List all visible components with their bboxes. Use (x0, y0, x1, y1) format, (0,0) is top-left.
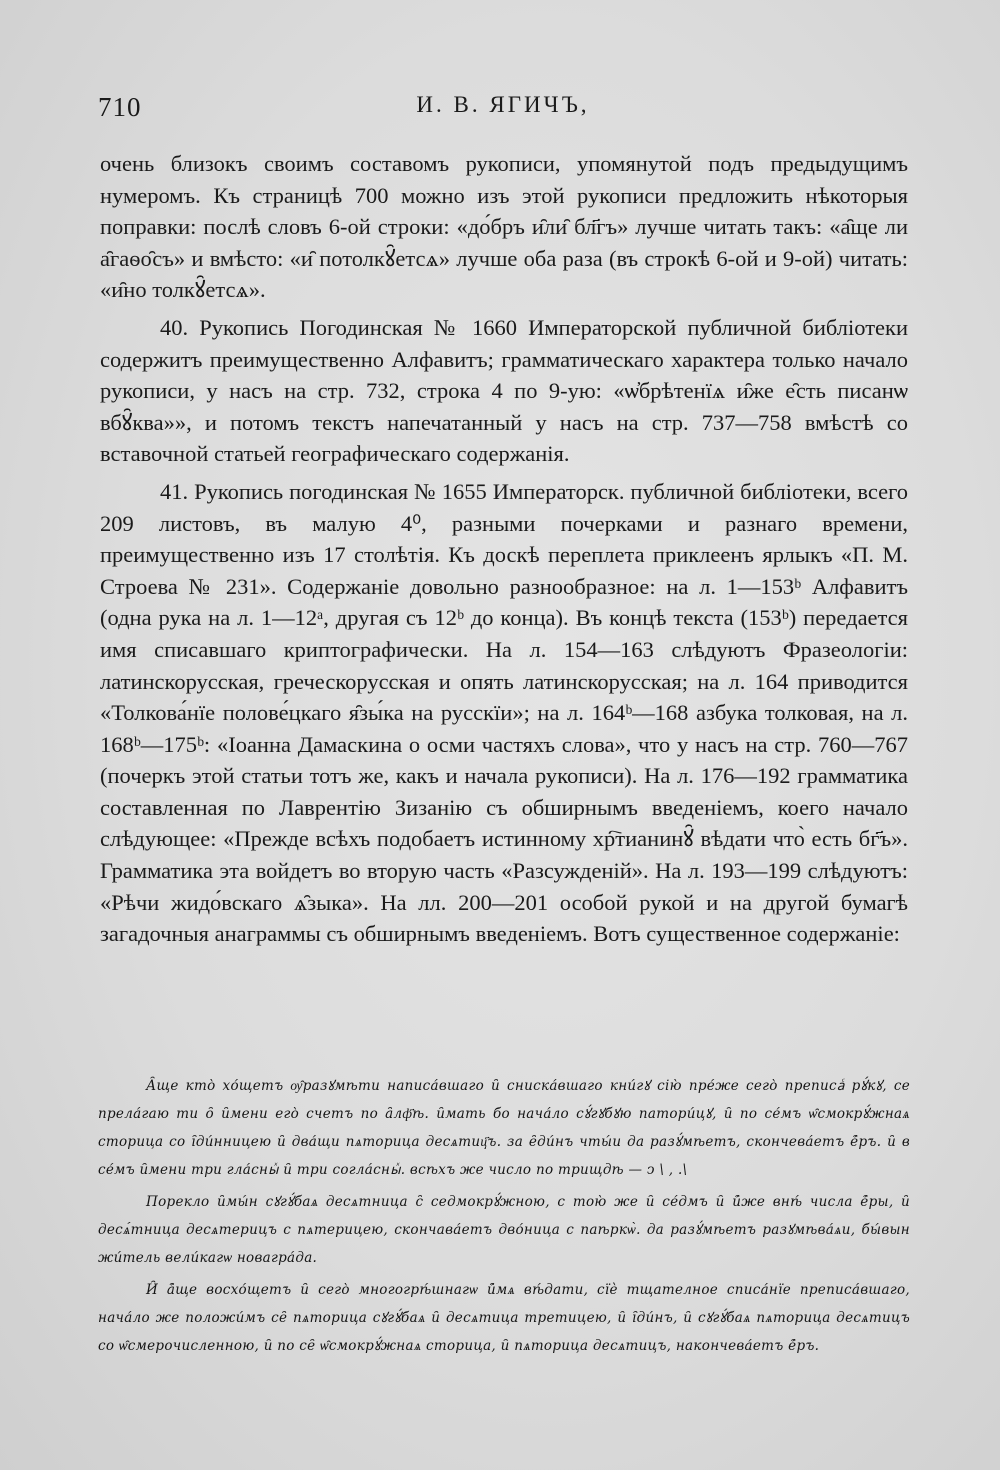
running-title: И. В. ЯГИЧЪ, (416, 92, 590, 117)
quotation-paragraph: А̑ще кто̀ хо́щетъ ѹ̑разꙋмѣти написа́вшаго и̑ сниска́вшаго кни́гꙋ сію̀ пре́же сего̀ преписаⷭ рꙋ́кꙋ, се прела́гаю ти о̑ и̑мени его̀ счетъ по а̑лф҃ѣ. и̑мать бо нача́ло сꙋ́гꙋбꙋю патори́цꙋ, и̑ по се́мъ ѡ̑смокрꙋ́жнаѧ сторица со і̑ди́нницею и̑ два́щи пѧторица десѧтиц҃ъ. за е̑ди́нъ чты́и да разꙋ́мѣетъ, скончева́етъ е̑́ръ. и̑ в се́мъ и̑мени три гла́сныⷯ и̑ три согла́сныⷯ. всѣхъ же число по трищдѣ — ͻ \ , .\ (98, 1078, 910, 1178)
quotation-paragraph: Порекло и̑мы́н сꙋгꙋ́баѧ десѧтница с̑ седмокрꙋ́жною, с тою̀ же и̑ се́дмъ и̑ и̑́же внѣ́ числа е̑́ры, и̑ десѧ́тница десѧтерицъ с пѧтерицею, скончава́етъ дво́ница с паѣркѡ̀. да разꙋ́мѣетъ разꙋмѣва́ѧи, бы́вын жи́тель вели́кагѡ новагра́да. (98, 1194, 910, 1266)
paragraph-continuation: очень близокъ своимъ составомъ рукописи, упомянутой подъ предыдущимъ нумеромъ. Къ страницѣ 700 можно изъ этой рукописи предложить нѣкоторыя поправки: послѣ словъ 6-ой строки: «до́бръ и̑ли̑ бл҃гъ» лучше читать такъ: «а̑ще ли а̑гаѳо̑съ» и вмѣсто: «и̑ потолкꙋ̑етсѧ» лучше оба раза (въ строкѣ 6-ой и 9-ой) читать: «и̑но толкꙋ̑етсѧ». (100, 151, 908, 303)
running-head (98, 92, 908, 128)
paragraph-40: 40. Рукопись Погодинская № 1660 Императорской публичной библіотеки содержитъ преимущественно Алфавитъ; грамматическаго характера только начало рукописи, у насъ на стр. 732, строка 4 по 9-ую: «ѡ҆брѣтенїѧ и̑же е̑сть писанѡ вбꙋ̑ква»», и потомъ текстъ напечатанный у насъ на стр. 737—758 вмѣстѣ со вставочной статьей географическаго содержанія. (100, 314, 908, 467)
paragraph-41: 41. Рукопись погодинская № 1655 Императорск. публичной библіотеки, всего 209 листовъ, въ малую 4⁰, разными почерками и разнаго времени, преимущественно изъ 17 столѣтія. Къ доскѣ переплета приклеенъ ярлыкъ «П. М. Строева № 231». Содержаніе довольно разнообразное: на л. 1—153ᵇ Алфавитъ (одна рука на л. 1—12ᵃ, другая съ 12ᵇ до конца). Въ концѣ текста (153ᵇ) передается имя списавшаго криптографически. На л. 154—163 слѣдуютъ Фразеологіи: латинскорусская, греческорусская и опять латинскорусская; на л. 164 приводится «Толкова́нїе полове́цкаго я̑зы́ка на русскїи»; на л. 164ᵇ—168 азбука толковая, на л. 168ᵇ—175ᵇ: «Іоанна Дамаскина о осми частяхъ слова», что у насъ на стр. 760—767 (почеркъ этой статьи тотъ же, какъ и начала рукописи). На л. 176—192 грамматика составленная по Лаврентію Зизанію съ обширнымъ введеніемъ, коего начало слѣдующее: «Прежде всѣхъ подобаетъ истинному хр҇тианинꙋ̑ вѣдати что̀ есть бг҃ъ». Грамматика эта войдетъ во вторую часть «Разсужденій». На л. 193—199 слѣдуютъ: «Рѣчи жидо́вскаго ѧ̑зыка». На лл. 200—201 особой рукой и на другой бумагѣ загадочныя анаграммы съ обширнымъ введеніемъ. Вотъ существенное содержаніе: (100, 478, 908, 947)
quotation-paragraph: И̑ а̑́ще восхо́щетъ и̑ сего̀ многогрѣ́шнагѡ и̑́мѧ вѣ́дати, сїѐ тщателное списа́нїе преписа́вшаго, нача́ло же положи́мъ се̑ пѧторица сꙋгꙋ́баѧ и̑ десѧтица третицею, и̑ і̑ди́нъ, и̑ сꙋгꙋ́баѧ пѧторица десѧтицъ со ѡ̑смерочисленною, и̑ по се̑ ѡ̑смокрꙋ́жнаѧ сторица, и̑ пѧторица десѧтицъ, накончева́етъ е̑́ръ. (98, 1282, 910, 1354)
main-text (100, 148, 908, 956)
page-number: 710 (98, 92, 142, 122)
church-slavonic-quotation (98, 1072, 910, 1364)
